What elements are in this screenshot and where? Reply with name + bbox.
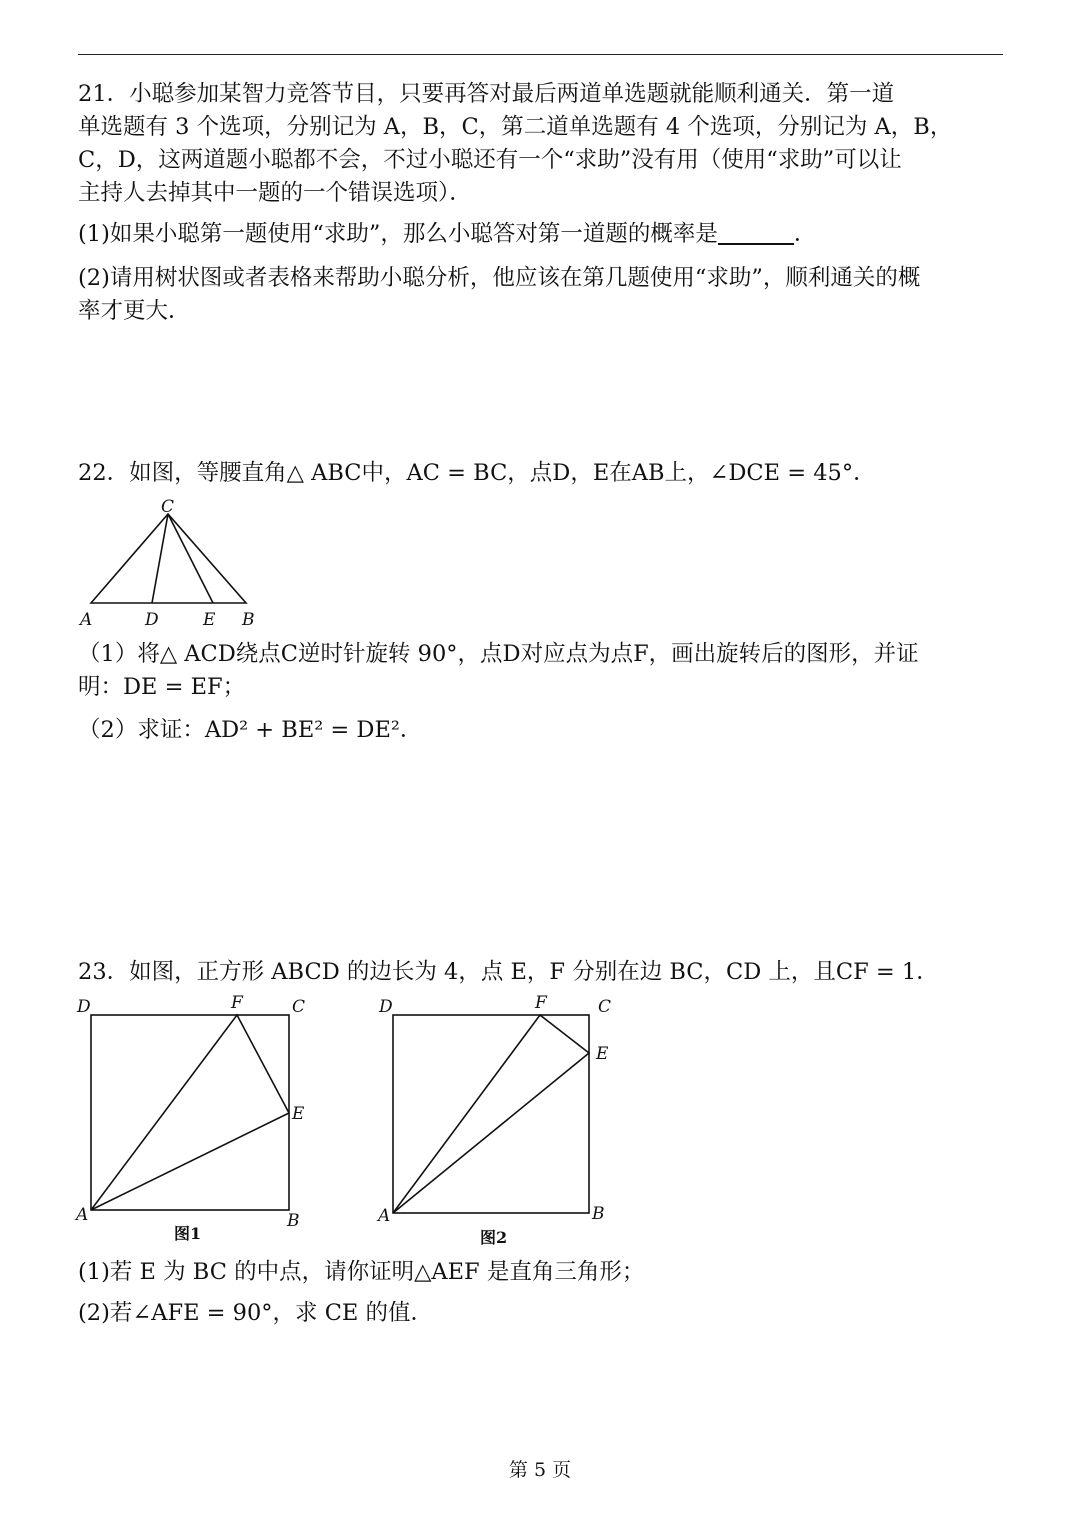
label-a: A (76, 1205, 89, 1225)
label-d: D (379, 997, 393, 1017)
label-f: F (231, 993, 243, 1013)
q23-figure-1 (70, 995, 330, 1250)
label-e: E (596, 1044, 609, 1064)
q23-figure-2 (372, 995, 632, 1250)
q21-part-2-line-1: (2)请用树状图或者表格来帮助小聪分析，他应该在第几题使用“求助”，顺利通关的概 (78, 265, 921, 291)
triangle-aef (91, 1015, 289, 1210)
segment-cd (152, 514, 168, 603)
label-d: D (145, 610, 159, 630)
q22-part-1-line-2: 明：DE = EF； (78, 674, 246, 700)
q21-part-1 (78, 218, 816, 250)
q22-part-1-line-1: （1）将△ ACD绕点C逆时针旋转 90°，点D对应点为点F，画出旋转后的图形，并证 (78, 641, 919, 667)
q21-stem-line-3: C，D，这两道题小聪都不会，不过小聪还有一个“求助”没有用（使用“求助”可以让 (78, 147, 902, 173)
q21-part-1-end: ． (793, 221, 817, 247)
square-abcd (393, 1015, 589, 1213)
header-rule (78, 54, 1003, 55)
answer-blank (718, 221, 794, 245)
label-b: B (592, 1204, 605, 1224)
triangle-aef (393, 1015, 589, 1213)
label-a: A (80, 610, 93, 630)
q23-part-1: (1)若 E 为 BC 的中点，请你证明△AEF 是直角三角形； (78, 1259, 645, 1285)
q21-part-2-line-2: 率才更大． (78, 298, 191, 324)
label-c: C (161, 497, 175, 517)
q21-stem-line-1: 21．小聪参加某智力竞答节目，只要再答对最后两道单选题就能顺利通关．第一道 (78, 81, 895, 107)
label-c: C (292, 997, 306, 1017)
figure-1-caption: 图1 (174, 1224, 202, 1243)
label-a: A (378, 1206, 391, 1226)
label-b: B (242, 610, 255, 630)
label-d: D (77, 997, 91, 1017)
q22-stem: 22．如图，等腰直角△ ABC中，AC = BC，点D，E在AB上，∠DCE = 45°． (78, 460, 876, 486)
figure-2-caption: 图2 (480, 1228, 508, 1247)
q21-part-1-text: (1)如果小聪第一题使用“求助”，那么小聪答对第一道题的概率是 (78, 221, 718, 247)
q21-stem-line-2: 单选题有 3 个选项，分别记为 A，B，C，第二道单选题有 4 个选项，分别记为 A，B， (78, 114, 953, 140)
q23-part-2: (2)若∠AFE = 90°，求 CE 的值． (78, 1300, 433, 1326)
label-c: C (598, 997, 612, 1017)
page-number: 第 5 页 (508, 1459, 572, 1481)
q22-triangle-figure (70, 490, 280, 630)
q21-stem-line-4: 主持人去掉其中一题的一个错误选项）． (78, 180, 472, 206)
label-e: E (203, 610, 216, 630)
label-b: B (287, 1211, 300, 1231)
square-abcd (91, 1015, 289, 1210)
label-f: F (535, 993, 547, 1013)
q22-part-2: （2）求证：AD² + BE² = DE²． (78, 717, 423, 743)
triangle-abc (91, 514, 246, 603)
label-e: E (292, 1104, 305, 1124)
q23-stem: 23．如图，正方形 ABCD 的边长为 4，点 E，F 分别在边 BC，CD 上，且CF = 1． (78, 959, 939, 985)
